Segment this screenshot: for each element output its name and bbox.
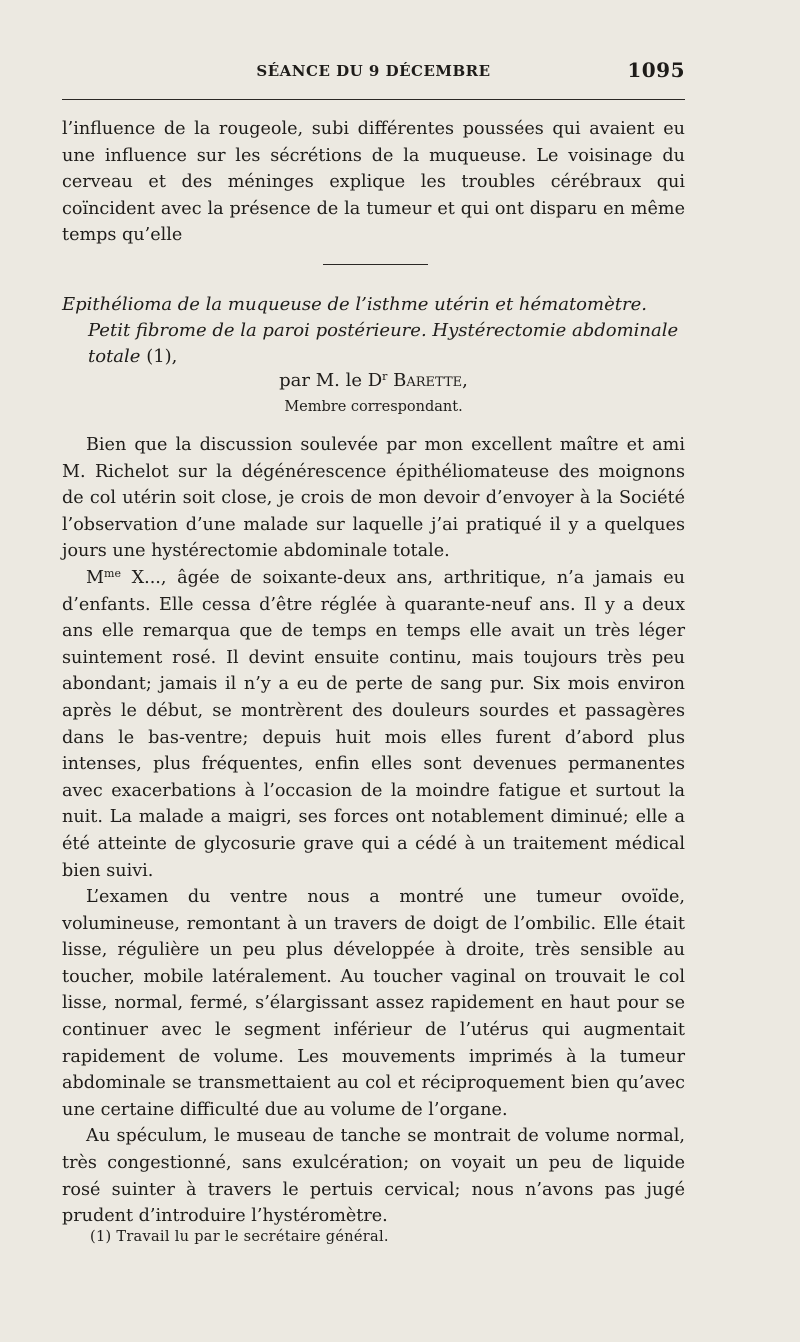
- running-head: [62, 58, 685, 86]
- author-affiliation: Membre correspondant.: [284, 399, 463, 415]
- article-author: [62, 370, 685, 391]
- paragraph-3: L’examen du ventre nous a montré une tumeur ovoïde, volumineuse, remontant à un travers de doigt de l’ombilic. Elle était lisse, régulière un peu plus développée à droite, très sensible au toucher, mobile latéralement. Au toucher vaginal on trouvait le col lisse, normal, fermé, s’élargissant assez rapidement en haut pour se continuer avec le segment inférieur de l’utérus qui augmentait rapidement de volume. Les mouvements imprimés à la tumeur abdominale se transmettaient au col et réciproquement bien qu’avec une certaine difficulté due au volume de l’organe.: [62, 887, 685, 1120]
- header-rule: [62, 99, 685, 100]
- mme-sup: me: [104, 566, 121, 580]
- page-number: 1095: [627, 58, 685, 82]
- paragraph-2-text: X..., âgée de soixante-deux ans, arthritique, n’a jamais eu d’enfants. Elle cessa d’être réglée à quarante-neuf ans. Il y a deux ans elle remarqua que de temps en temps elle avait un très léger suintement rosé. Il devint ensuite continu, mais toujours très peu abondant; jamais il n’y a eu de perte de sang pur. Six mois environ après le début, se montrèrent des douleurs sourdes et passagères dans le bas-ventre; depuis huit mois elles furent d’abord plus intenses, plus fréquentes, enfin elles sont devenues permanentes avec exacerbations à l’occasion de la moindre fatigue et surtout la nuit. La malade a maigri, ses forces ont notablement diminué; elle a été atteinte de glycosurie grave qui a cédé à un traitement médical bien suivi.: [62, 567, 686, 881]
- paragraph-1: Bien que la discussion soulevée par mon excellent maître et ami M. Richelot sur la dégénérescence épithéliomateuse des moignons de col utérin soit close, je crois de mon devoir d’envoyer à la Société l’observation d’une malade sur laquelle j’ai pratiqué il y a quelques jours une hystérectomie abdominale totale.: [62, 435, 685, 562]
- section-divider: [323, 264, 428, 265]
- paragraph-continuation: l’influence de la rougeole, subi différentes poussées qui avaient eu une influence sur les sécrétions de la muqueuse. Le voisinage du cerveau et des méninges explique les troubles cérébraux qui coïncident avec la présence de la tumeur et qui ont disparu en même temps qu’elle: [62, 119, 685, 246]
- footnote: (1) Travail lu par le secrétaire général.: [90, 1229, 389, 1245]
- article-title-text: Petit fibrome de la paroi postérieure. Hystérectomie abdominale totale: [88, 320, 679, 367]
- article-title: [62, 292, 685, 370]
- paragraph-2: [62, 565, 685, 884]
- article-body: [62, 432, 685, 1230]
- article-title-line-1: Epithélioma de la muqueuse de l’isthme utérin et hématomètre.: [62, 294, 647, 315]
- mme-prefix: M: [86, 567, 105, 588]
- author-title-sup: r: [382, 370, 388, 383]
- article-title-line-2: [62, 318, 685, 370]
- author-prefix: par M. le D: [279, 370, 383, 391]
- paragraph-4: Au spéculum, le museau de tanche se montrait de volume normal, très congestionné, sans exulcération; on voyait un peu de liquide rosé suinter à travers le pertuis cervical; nous n’avons pas jugé prudent d’introduire l’hystéromètre.: [62, 1126, 685, 1227]
- author-name: Barette,: [393, 370, 468, 391]
- footnote-reference: (1),: [146, 346, 178, 367]
- running-head-title: SÉANCE DU 9 DÉCEMBRE: [256, 62, 491, 80]
- previous-article-end: [62, 116, 685, 249]
